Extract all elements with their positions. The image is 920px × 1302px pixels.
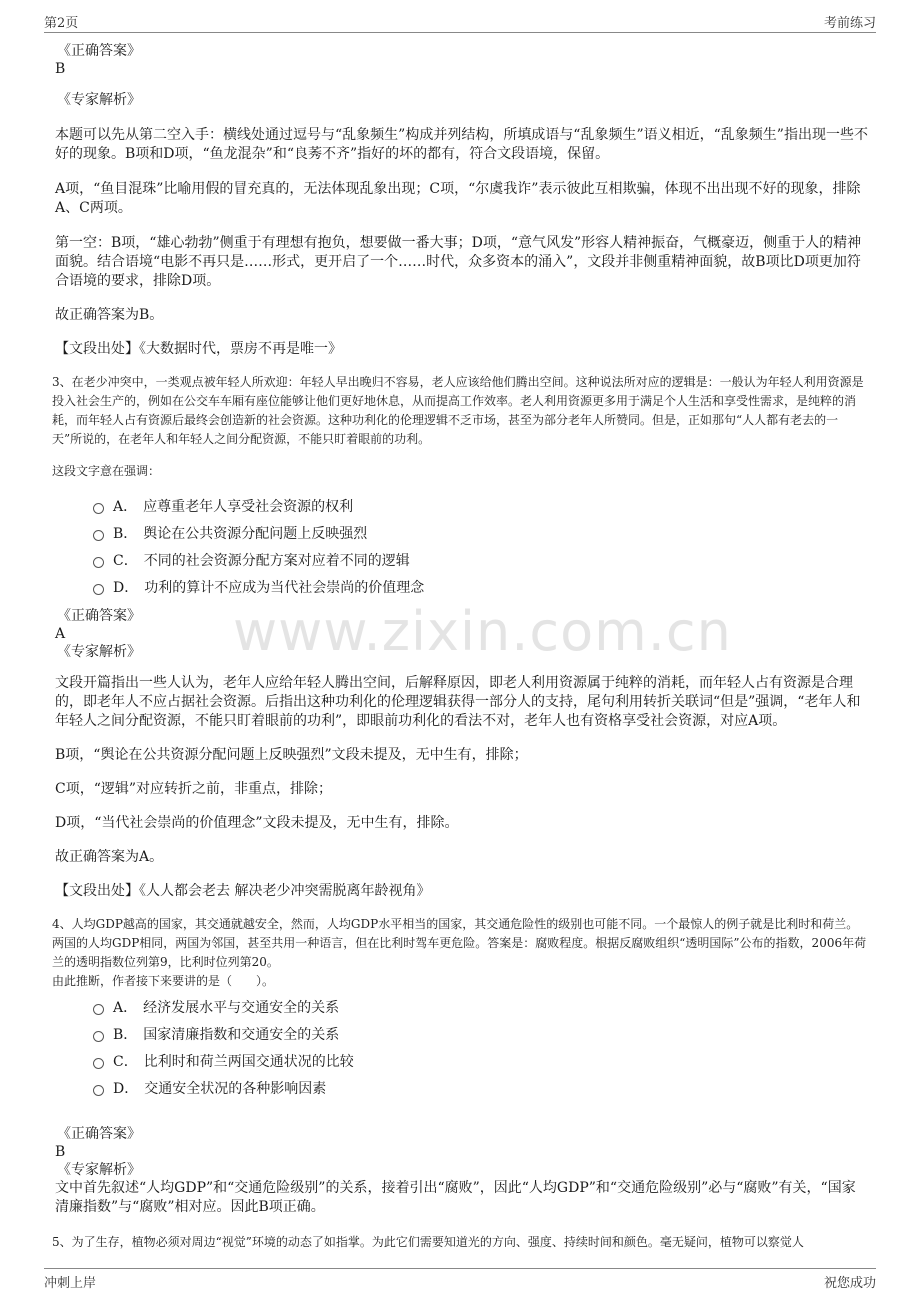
analysis-label: 《专家解析》 xyxy=(57,92,141,108)
analysis-conclusion: 故正确答案为B。 xyxy=(55,307,164,323)
analysis-paragraph: 第一空：B项，“雄心勃勃”侧重于有理想有抱负，想要做一番大事；D项，“意气风发”形容人精神振奋，气概豪迈，侧重于人的精神面貌。结合语境“电影不再只是……形式，更开启了一个……时代，众多资本的涌入”，文段并非侧重精神面貌，故B项比D项更加符合语境的要求，排除D项。 xyxy=(55,235,862,289)
correct-answer-label: 《正确答案》 xyxy=(57,608,141,624)
page-number: 第2页 xyxy=(44,16,79,31)
analysis-paragraph: 文段开篇指出一些人认为，老年人应给年轻人腾出空间，后解释原因，即老人利用资源属于纯粹的消耗，而年轻人占有资源是合理的，即老年人不应占据社会资源。后指出这种功利化的伦理逻辑获得一部分人的支持，尾句利用转折关联词“但是”强调，“老年人和年轻人之间分配资源，不能只盯着眼前的功利”，即眼前功利化的看法不对，老年人也有资格享受社会资源，对应A项。 xyxy=(55,675,861,729)
question-text: 5、为了生存，植物必须对周边“视觉”环境的动态了如指掌。为此它们需要知道光的方向、强度、持续时间和颜色。毫无疑问，植物可以察觉人 xyxy=(52,1235,804,1249)
question-prompt: 由此推断，作者接下来要讲的是（ ）。 xyxy=(52,974,275,988)
correct-answer-label: 《正确答案》 xyxy=(57,43,141,59)
option-a[interactable]: A． 经济发展水平与交通安全的关系 xyxy=(55,993,868,1020)
analysis-paragraph: A项，“鱼目混珠”比喻用假的冒充真的，无法体现乱象出现；C项，“尔虞我诈”表示彼此互相欺骗，体现不出出现不好的现象，排除A、C两项。 xyxy=(55,181,861,216)
footer-right: 祝您成功 xyxy=(823,1276,876,1291)
analysis-paragraph: C项，“逻辑”对应转折之前，非重点，排除； xyxy=(55,781,333,797)
watermark: www.zixin.com.cn xyxy=(233,600,732,663)
radio-icon[interactable] xyxy=(93,1004,104,1015)
radio-icon[interactable] xyxy=(93,530,104,541)
radio-icon[interactable] xyxy=(93,584,104,595)
option-d[interactable]: D． 功利的算计不应成为当代社会崇尚的价值理念 xyxy=(55,573,868,600)
page-footer xyxy=(44,1268,876,1296)
option-c[interactable]: C． 比利时和荷兰两国交通状况的比较 xyxy=(55,1047,868,1074)
option-d[interactable]: D． 交通安全状况的各种影响因素 xyxy=(55,1074,868,1101)
header-title: 考前练习 xyxy=(823,16,876,31)
source-citation: 【文段出处】《大数据时代，票房不再是唯一》 xyxy=(55,341,342,357)
correct-answer-value: A xyxy=(55,626,66,642)
analysis-paragraph: 本题可以先从第二空入手：横线处通过逗号与“乱象频生”构成并列结构，所填成语与“乱象频生”语义相近，“乱象频生”指出现一些不好的现象。B项和D项，“鱼龙混杂”和“良莠不齐”指好的坏的都有，符合文段语境，保留。 xyxy=(55,127,868,162)
radio-icon[interactable] xyxy=(93,557,104,568)
correct-answer-value: B xyxy=(55,1144,66,1160)
analysis-conclusion: 故正确答案为A。 xyxy=(55,849,164,865)
options-list xyxy=(55,993,868,1101)
analysis-paragraph: B项，“舆论在公共资源分配问题上反映强烈”文段未提及，无中生有，排除； xyxy=(55,747,528,763)
question-prompt: 这段文字意在强调： xyxy=(52,464,161,478)
correct-answer-value: B xyxy=(55,61,66,77)
options-list xyxy=(55,492,868,600)
question-text: 4、人均GDP越高的国家，其交通就越安全，然而，人均GDP水平相当的国家，其交通危险性的级别也可能不同。一个最惊人的例子就是比利时和荷兰。两国的人均GDP相同，两国为邻国，甚至共用一种语言，但在比利时驾车更危险。答案是：腐败程度。根据反腐败组织“透明国际”公布的指数，2006年荷兰的透明指数位列第9，比利时位列第20。 xyxy=(52,917,867,969)
radio-icon[interactable] xyxy=(93,1058,104,1069)
option-a[interactable]: A． 应尊重老年人享受社会资源的权利 xyxy=(55,492,868,519)
source-citation: 【文段出处】《人人都会老去 解决老少冲突需脱离年龄视角》 xyxy=(55,883,431,899)
radio-icon[interactable] xyxy=(93,503,104,514)
option-b[interactable]: B． 国家清廉指数和交通安全的关系 xyxy=(55,1020,868,1047)
page-header xyxy=(44,12,876,33)
analysis-paragraph: D项，“当代社会崇尚的价值理念”文段未提及，无中生有，排除。 xyxy=(55,815,459,831)
option-c[interactable]: C． 不同的社会资源分配方案对应着不同的逻辑 xyxy=(55,546,868,573)
option-b[interactable]: B． 舆论在公共资源分配问题上反映强烈 xyxy=(55,519,868,546)
radio-icon[interactable] xyxy=(93,1085,104,1096)
analysis-label: 《专家解析》 xyxy=(57,644,141,660)
radio-icon[interactable] xyxy=(93,1031,104,1042)
footer-left: 冲刺上岸 xyxy=(44,1276,97,1291)
document-body xyxy=(52,42,868,1252)
correct-answer-label: 《正确答案》 xyxy=(57,1126,141,1142)
analysis-label: 《专家解析》 xyxy=(57,1162,141,1178)
question-text: 3、在老少冲突中，一类观点被年轻人所欢迎：年轻人早出晚归不容易，老人应该给他们腾出空间。这种说法所对应的逻辑是：一般认为年轻人利用资源是投入社会生产的，例如在公交车车厢有座位能够让他们更好地休息，从而提高工作效率。老人利用资源更多用于满足个人生活和享受性需求，是纯粹的消耗，而年轻人占有资源后最终会创造新的社会资源。这种功利化的伦理逻辑不乏市场，甚至为部分老年人所赞同。但是，正如那句“人人都有老去的一天”所说的，在老年人和年轻人之间分配资源，不能只盯着眼前的功利。 xyxy=(52,375,864,446)
analysis-paragraph: 文中首先叙述“人均GDP”和“交通危险级别”的关系，接着引出“腐败”，因此“人均GDP”和“交通危险级别”必与“腐败”有关，“国家清廉指数”与“腐败”相对应。因此B项正确。 xyxy=(55,1180,856,1215)
